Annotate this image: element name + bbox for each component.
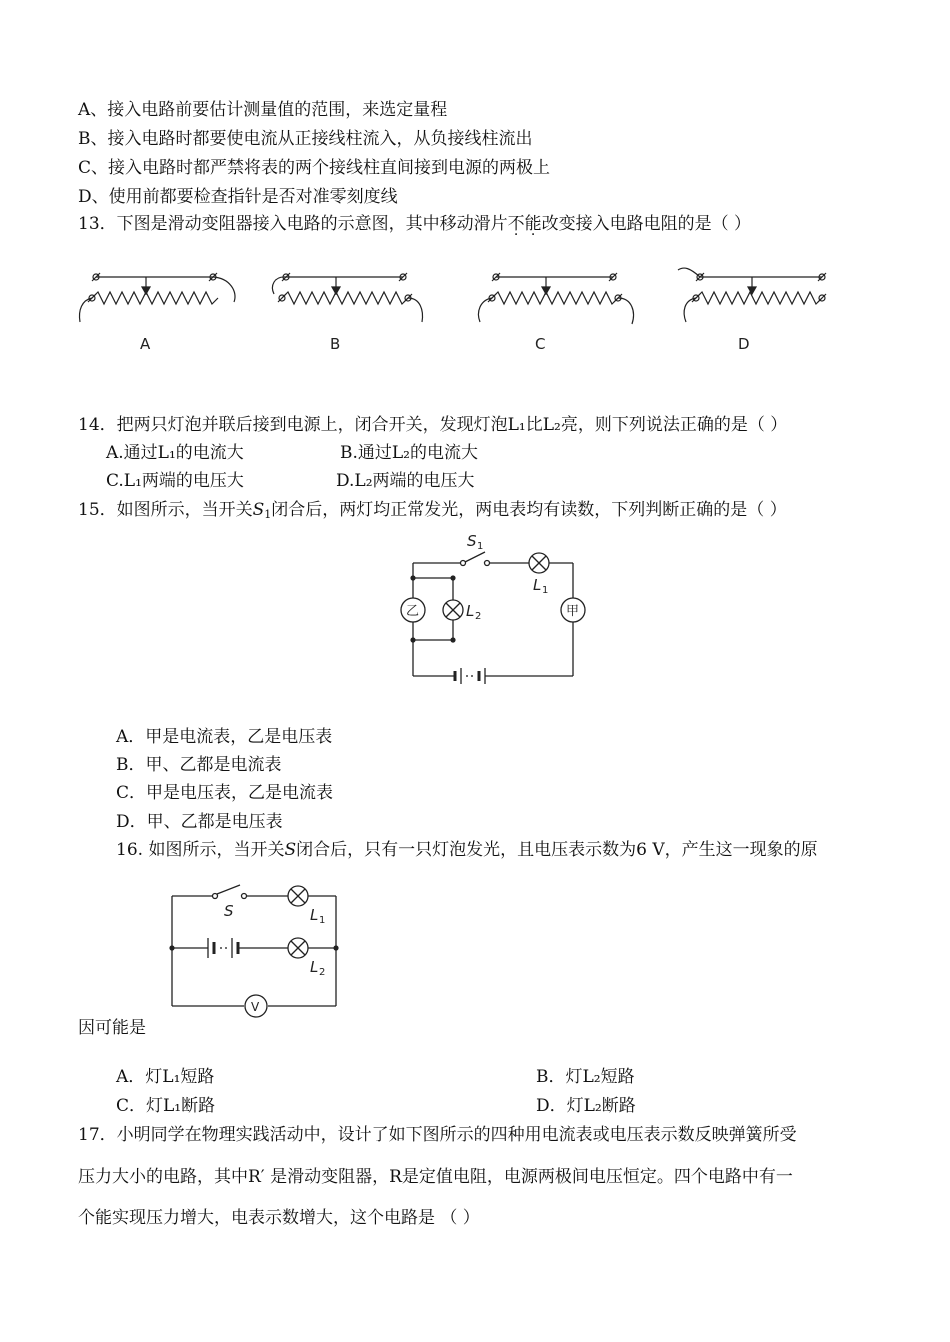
q14-option-a: A.通过L₁的电流大 (106, 443, 244, 463)
q16-stem-var: S (284, 840, 297, 860)
q13-label-a: A (140, 335, 151, 353)
rheostat-b (273, 273, 423, 322)
q15-stem-post: 闭合后，两灯均正常发光，两电表均有读数，下列判断正确的是（ ） (271, 500, 787, 520)
q15-option-d: D．甲、乙都是电压表 (116, 812, 283, 832)
q16-option-c: C．灯L₁断路 (116, 1096, 216, 1116)
q15-option-a: A．甲是电流表，乙是电压表 (116, 727, 333, 747)
q15-stem-pre: 15．如图所示，当开关 (78, 500, 253, 520)
q15-label-l1-sub: 1 (542, 585, 549, 596)
q16-option-a: A．灯L₁短路 (116, 1067, 215, 1087)
q15-stem (78, 499, 787, 526)
q17-line-1: 17．小明同学在物理实践活动中，设计了如下图所示的四种用电流表或电压表示数反映弹簧所受 (78, 1125, 797, 1145)
rheostat-d (678, 268, 826, 322)
q13-label-b: B (330, 335, 341, 353)
q13-emphasis-2: 能 (524, 214, 542, 234)
q16-label-s: S (224, 902, 234, 920)
q16-stem-pre: 16. 如图所示，当开关 (116, 840, 285, 860)
q13-stem-post: 改变接入电路电阻的是（ ） (541, 214, 752, 234)
q16-meter-v: V (251, 1000, 260, 1014)
q13-stem (78, 213, 751, 235)
q12-option-a: A、接入电路前要估计测量值的范围，来选定量程 (78, 100, 448, 120)
q17-line-3: 个能实现压力增大，电表示数增大，这个电路是 （ ） (78, 1208, 480, 1228)
q14-option-d: D.L₂两端的电压大 (336, 471, 475, 491)
q13-rheostat-figure (70, 258, 850, 358)
q15-label-l1: L (533, 576, 542, 594)
q15-label-l2: L (466, 602, 475, 620)
rheostat-a (80, 273, 236, 322)
q17-line-2: 压力大小的电路，其中R′ 是滑动变阻器，R是定值电阻，电源两极间电压恒定。四个电路中有一 (78, 1167, 793, 1187)
q15-label-s-sub: 1 (477, 541, 484, 552)
q16-option-b: B．灯L₂短路 (536, 1067, 635, 1087)
q13-emphasis-1: 不 (507, 214, 525, 234)
q13-label-d: D (738, 335, 750, 353)
q16-stem-continued: 因可能是 (78, 1018, 146, 1038)
q12-option-d: D、使用前都要检查指针是否对准零刻度线 (78, 187, 398, 207)
q13-label-c: C (535, 335, 546, 353)
q16-label-l2-sub: 2 (319, 967, 326, 978)
q16-stem (116, 839, 818, 861)
q15-circuit-figure (395, 528, 600, 693)
q16-circuit-figure (160, 872, 355, 1022)
q13-stem-pre: 13．下图是滑动变阻器接入电路的示意图，其中移动滑片 (78, 214, 508, 234)
q14-stem: 14．把两只灯泡并联后接到电源上，闭合开关，发现灯泡L₁比L₂亮，则下列说法正确的是（ ） (78, 415, 788, 435)
q14-option-b: B.通过L₂的电流大 (340, 443, 479, 463)
q14-option-c: C.L₁两端的电压大 (106, 471, 244, 491)
q15-label-l2-sub: 2 (475, 611, 482, 622)
q15-meter-yi: 乙 (406, 604, 420, 619)
q12-option-c: C、接入电路时都严禁将表的两个接线柱直间接到电源的两极上 (78, 158, 551, 178)
q16-label-l1-sub: 1 (319, 915, 326, 926)
q16-option-d: D．灯L₂断路 (536, 1096, 636, 1116)
q12-option-b: B、接入电路时都要使电流从正接线柱流入，从负接线柱流出 (78, 129, 533, 149)
q15-stem-sub: 1 (264, 508, 272, 521)
q16-label-l2: L (310, 958, 319, 976)
q15-meter-jia: 甲 (566, 604, 580, 619)
q16-label-l1: L (310, 906, 319, 924)
q16-stem-post: 闭合后，只有一只灯泡发光，且电压表示数为6 V，产生这一现象的原 (296, 840, 818, 860)
q15-stem-var: S (252, 500, 265, 520)
q15-option-b: B．甲、乙都是电流表 (116, 755, 282, 775)
q15-option-c: C．甲是电压表，乙是电流表 (116, 783, 334, 803)
rheostat-c (479, 273, 634, 324)
q15-label-s: S (467, 532, 477, 550)
